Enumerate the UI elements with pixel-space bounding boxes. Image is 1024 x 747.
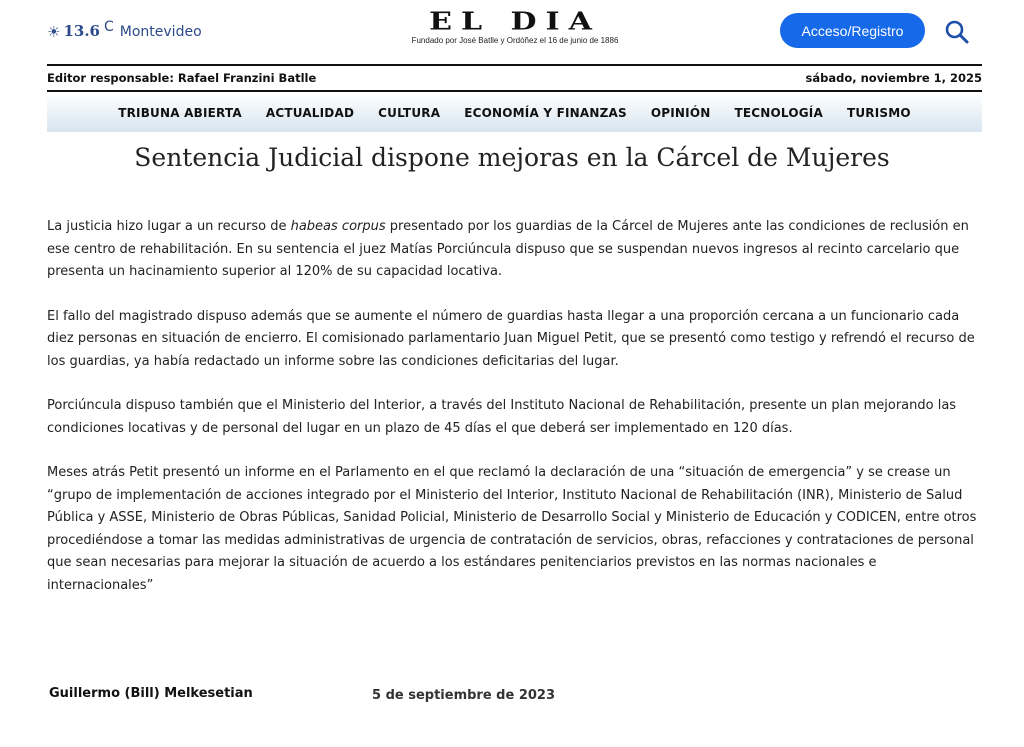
weather-city: Montevideo [119,24,202,40]
weather-widget [47,19,202,41]
nav-item-opinion[interactable]: OPINIÓN [650,106,711,120]
weather-unit: C [104,19,114,35]
logo-tagline: Fundado por José Batlle y Ordóñez el 16 de junio de 1886 [411,36,619,45]
search-icon[interactable] [943,18,971,46]
nav-item-economia-y-finanzas[interactable]: ECONOMÍA Y FINANZAS [464,106,627,120]
article-title: Sentencia Judicial dispone mejoras en la Cárcel de Mujeres [134,143,890,172]
article-paragraph: Porciúncula dispuso también que el Ministerio del Interior, a través del Instituto Nacional de Rehabilitación, presente un plan mejorando las condiciones locativas y de personal del lugar en un plazo de 45 días el que deberá ser implementado en 120 días. [47,398,957,436]
header-rule-bottom [47,90,982,92]
article-paragraph: El fallo del magistrado dispuso además que se aumente el número de guardias hasta llegar a una proporción cercana a un funcionario cada diez personas en situación de encierro. El comisionado parlamentario Juan Miguel Petit, que se presentó como testigo y refrendó el recurso de los guardias, ya había redactado un informe sobre las condiciones deficitarias del lugar. [47,308,975,369]
article-author: Guillermo (Bill) Melkesetian [49,686,253,701]
article-paragraph: Meses atrás Petit presentó un informe en el Parlamento en el que reclamó la declaración de una “situación de emergencia” y se crease un “grupo de implementación de acciones integrado por el Ministerio del Interior, Instituto Nacional de Rehabilitación (INR), Ministerio de Salud Pública y ASSE, Ministerio de Obras Públicas, Sanidad Policial, Ministerio de Desarrollo Social y Ministerio de Educación y CODICEN, entre otros procediéndose a tomar las medidas administrativas de urgencia de contratación de servicios, obras, refacciones y contrataciones de personal que sean necesarias para mejorar la situación de acuerdo a los estándares penitenciarios previstos en las normas nacionales e internacionales” [47,465,977,593]
p1-emphasis: habeas corpus [290,219,386,234]
nav-item-tribuna-abierta[interactable]: TRIBUNA ABIERTA [118,106,242,120]
article-body [47,216,982,619]
sun-icon: ☀ [47,23,61,41]
top-bar [0,0,1024,64]
site-logo[interactable] [380,7,650,45]
article-date: 5 de septiembre de 2023 [372,688,556,703]
nav-item-cultura[interactable]: CULTURA [378,106,441,120]
nav-item-tecnologia[interactable]: TECNOLOGÍA [734,106,823,120]
current-date: sábado, noviembre 1, 2025 [805,71,982,85]
nav-item-turismo[interactable]: TURISMO [846,106,911,120]
main-nav [47,94,982,132]
editor-responsible: Editor responsable: Rafael Franzini Batlle [47,71,317,85]
article-paragraph [47,216,982,284]
editor-bar [47,66,982,90]
nav-item-actualidad[interactable]: ACTUALIDAD [265,106,355,120]
logo-name: EL DIA [429,7,601,37]
p1-after: presentado por los guardias de la Cárcel de Mujeres ante las condiciones de reclusión en ese centro de rehabilitación. En su sentencia el juez Matías Porciúncula dispuso que se suspendan nuevos ingresos al recinto carcelario que presenta un hacinamiento superior al 120% de su capacidad locativa. [47,219,969,279]
login-register-button[interactable]: Acceso/Registro [780,13,925,48]
weather-temperature: 13.6 [63,22,100,40]
p1-before: La justicia hizo lugar a un recurso de [47,219,291,234]
